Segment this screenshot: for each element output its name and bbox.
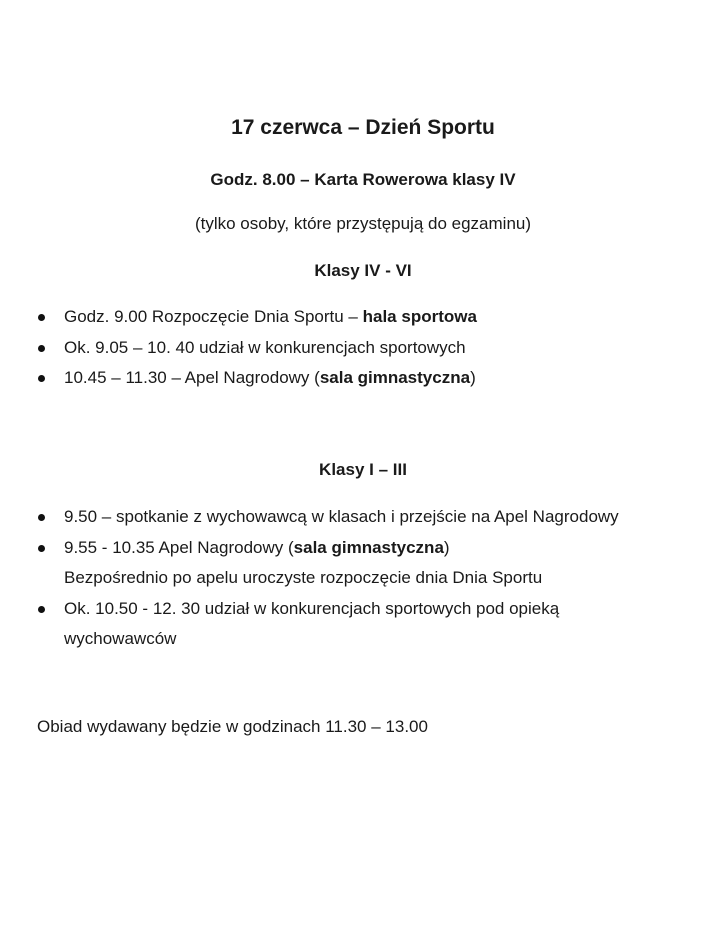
bullet-icon [38, 514, 45, 521]
list-item [36, 363, 721, 394]
item-text-after: ) [443, 537, 450, 557]
item-text: 9.55 - 10.35 Apel Nagrodowy ( [64, 537, 294, 557]
bike-card-note: (tylko osoby, które przystępują do egzaminu) [194, 214, 532, 233]
item-text-line2: Bezpośrednio po apelu uroczyste rozpoczęcie dnia Dnia Sportu [64, 568, 543, 587]
upper-schedule-list [36, 302, 721, 394]
bike-card-heading: Godz. 8.00 – Karta Rowerowa klasy IV [210, 170, 516, 189]
item-location: sala gimnastyczna [319, 368, 471, 387]
item-text: 9.50 – spotkanie z wychowawcą w klasach i przejście na Apel Nagrodowy [64, 507, 619, 526]
bullet-icon [38, 375, 45, 382]
item-text: Godz. 9.00 Rozpoczęcie Dnia Sportu – [64, 307, 363, 326]
bullet-icon [38, 314, 45, 321]
item-text: Ok. 10.50 - 12. 30 udział w konkurencjach sportowych pod opieką [64, 598, 560, 618]
list-item [36, 333, 721, 364]
bullet-icon [38, 345, 45, 352]
item-text-line2: wychowawców [64, 629, 177, 648]
list-item [36, 502, 721, 533]
item-location: sala gimnastyczna [293, 537, 444, 557]
item-location: hala sportowa [362, 307, 477, 326]
section-heading-upper: Klasy IV - VI [314, 261, 412, 280]
bullet-icon [38, 606, 45, 613]
page-title: 17 czerwca – Dzień Sportu [231, 116, 495, 139]
list-item [36, 302, 721, 333]
item-text: 10.45 – 11.30 – Apel Nagrodowy ( [64, 368, 320, 387]
list-item [36, 533, 721, 594]
item-text: Ok. 9.05 – 10. 40 udział w konkurencjach sportowych [64, 337, 466, 357]
lower-schedule-list [36, 502, 721, 655]
list-item [36, 594, 721, 655]
lunch-note: Obiad wydawany będzie w godzinach 11.30 – 13.00 [37, 717, 428, 736]
bullet-icon [38, 545, 45, 552]
section-heading-lower: Klasy I – III [319, 460, 407, 479]
item-text-after: ) [470, 368, 476, 387]
